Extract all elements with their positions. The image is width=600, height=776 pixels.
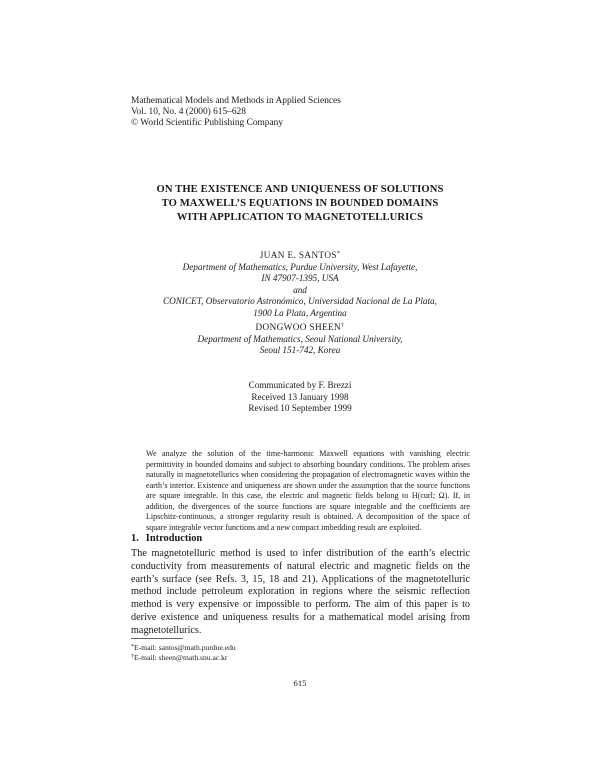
footnotes [131,643,236,663]
author-footnote-mark: * [336,251,341,257]
title-line-3: WITH APPLICATION TO MAGNETOTELLURICS [176,212,424,223]
section-title: Introduction [145,533,203,544]
journal-header [131,96,341,129]
page-number: 615 [293,678,307,688]
author-block-1 [100,250,500,319]
title-line-2: TO MAXWELL’S EQUATIONS IN BOUNDED DOMAINS [161,198,439,209]
affiliation-line: Seoul 151-742, Korea [259,345,341,355]
author-footnote-mark: † [341,323,345,329]
journal-volume: Vol. 10, No. 4 (2000) 615–628 [131,107,246,117]
affiliation-line: Department of Mathematics, Purdue University, West Lafayette, [182,261,418,272]
author-name: DONGWOO SHEEN† [255,322,345,332]
affiliation-line: 1900 La Plata, Argentina [253,307,347,318]
footnote [131,653,236,663]
journal-copyright: © World Scientific Publishing Company [131,118,284,128]
footnote-mark: * [131,644,134,650]
footnote-rule [131,638,183,639]
section-number: 1. [131,533,139,544]
affiliation-line: CONICET, Observatorio Astronómico, Universidad Nacional de La Plata, [163,296,437,306]
communicated-by: Communicated by F. Brezzi [248,380,352,390]
journal-name: Mathematical Models and Methods in Applied Sciences [131,96,341,106]
affiliation-line: IN 47907-1395, USA [261,273,339,283]
footnote [131,643,236,653]
affiliation-line: Department of Mathematics, Seoul National University, [197,333,403,344]
abstract: We analyze the solution of the time-harmonic Maxwell equations with vanishing electric permittivity in bounded domains and subject to absorbing boundary conditions. The problem arises naturally in magnetotellurics when considering the propagation of electromagnetic waves within the earth’s interior. Existence and uniqueness are shown under the assumption that the source functions are square integrable. In this case, the electric and magnetic fields belong to H(curl; Ω). If, in addition, the divergences of the source functions are square integrable and the coefficients are Lipschitz-continuous, a stronger regularity result is obtained. A decomposition of the space of square integrable vector functions and a new compact imbedding result are exploited. [146,449,470,532]
affiliation-line: and [293,284,307,295]
title-line-1: ON THE EXISTENCE AND UNIQUENESS OF SOLUTIONS [156,184,444,195]
received-date: Received 13 January 1998 [251,391,349,402]
section-heading [131,533,202,544]
footnote-email: E-mail: sheen@math.snu.ac.kr [134,653,228,662]
communication-info [100,380,500,415]
intro-paragraph: The magnetotelluric method is used to infer distribution of the earth’s electric conductivity from measurements of natural electric and magnetic fields on the earth’s surface (see Refs. 3, 15, 18 and 21). Applications of the magnetotelluric method include petroleum exploration in regions where the seismic reflection method is very expensive or impossible to perform. The aim of this paper is to derive existence and uniqueness results for a mathematical model arising from magnetotellurics. [131,548,470,636]
footnote-email: E-mail: santos@math.purdue.edu [134,643,236,652]
footnote-mark: † [131,654,134,660]
paper-title [100,183,500,225]
author-name: JUAN E. SANTOS* [259,250,341,260]
revised-date: Revised 10 September 1999 [248,403,352,413]
author-block-2 [100,322,500,357]
